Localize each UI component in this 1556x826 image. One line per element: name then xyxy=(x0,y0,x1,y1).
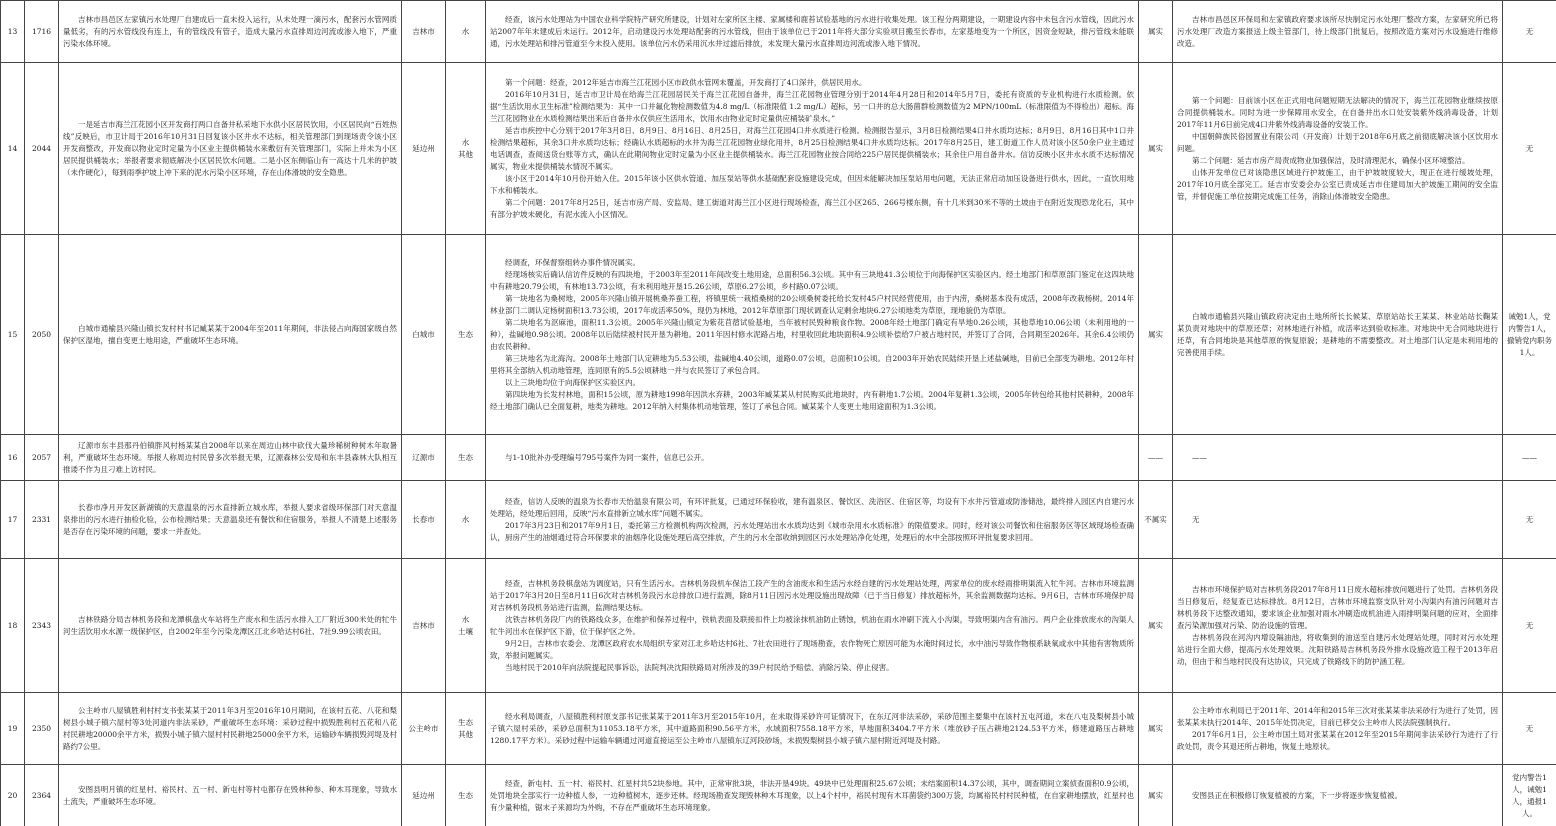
case-id-cell: 2343 xyxy=(25,559,59,693)
case-id-cell: 2057 xyxy=(25,435,59,481)
finding-cell-paragraph: 经调查，环保督察组转办事件情况属实。 xyxy=(505,257,640,267)
row-number-cell: 15 xyxy=(1,235,25,435)
handling-cell-paragraph: 2017年6月1日，公主岭市国土局对张某某在2012年至2015年期间非法采砂行为进行了行政处罚，责令其退还所占耕地，恢复土地原状。 xyxy=(1177,729,1498,751)
finding-cell xyxy=(486,481,1139,559)
verdict-cell: 属实 xyxy=(1139,559,1173,693)
finding-cell-paragraph: 经现场核实后确认信访件反映的有四块地，于2003年至2011年间改变土地用途，总面积56.3公顷。其中有三块地41.3公顷位于向海保护区实验区内。经土地部门和草原部门鉴定在这四块地中有耕地20.79公顷，有林地13.73公顷，有未利用地开垦15.26公顷，草原6.27公顷，乡村路0.07公顷。 xyxy=(490,269,1134,291)
finding-cell-paragraph: 第四块地为长发村林地，面积15公顷，原为耕地1998年因洪水弃耕，2003年臧某某从村民购买此地块时，内有耕地1.7公顷。2004年复耕1.3公顷，2005年转包给其他村民耕种，2008年经土地部门确认已全面复耕，地类为耕地。2012年纳入村集体机动地管理，签订了承包合同。臧某某个人变更土地用途面积为1.3公顷。 xyxy=(490,389,1134,411)
complaint-cell xyxy=(59,693,402,765)
finding-cell-paragraph: 与1-10批补办受理编号795号案件为同一案件，信息已公开。 xyxy=(505,452,709,462)
finding-cell-paragraph: 延吉市疾控中心分别于2017年3月8日、8月9日、8月16日、8月25日，对海兰江花园4口井水质进行检测。检测报告显示，3月8日检测结果4口井水质均达标；8月9日、8月16日其中1口井检测结果超标，其余3口井水质均达标；经确认水质超标的水井为海兰江花园物业绿化用井，8月25日检测结果4口井水质均达标。2017年8月25日，建工街道工作人员对该小区50余户业主通过电话调查，查阅送货台账等方式，确认在此期间物业定时定量为小区业主提供桶装水。海兰江花园物业按合同给225户居民提供桶装水；其余住户用自备井水。信访反映小区井水水质不达标情况属实，物业未提供桶装水情况不属实。 xyxy=(490,125,1134,171)
handling-cell-paragraph: 白城市通榆县兴隆山镇政府决定由土地所所长长候某、草原站站长王某某、林业站站长鞠某某负责对地块中的草原还草；对林地进行补植，成活率达到验收标准。对地块中无合同地块进行还草，有合同地块是其他草原的恢复原貌；是耕地的不需要整改。对土地部门认定是未利用地的完善使用手续。 xyxy=(1177,311,1498,357)
finding-cell-paragraph: 沈铁吉林机务段厂内的铁路线众多，在维护和保养过程中，铁轨表面及联接扣件上均被涂抹机油防止锈蚀，机油在雨水冲刷下流入小沟渠，导致明渠内含有油污。两户企业排放废水的沟渠人牤牛河出水在保护区下游，位于保护区之外。 xyxy=(490,614,1134,636)
handling-cell-paragraph: 无 xyxy=(1192,514,1200,524)
city-cell: 公主岭市 xyxy=(402,693,446,765)
row-number-cell: 13 xyxy=(1,1,25,63)
handling-cell xyxy=(1173,559,1503,693)
handling-cell-paragraph: —— xyxy=(1192,452,1207,462)
handling-cell-paragraph: 第二个问题：延吉市房产局责成物业加强保洁，及时清理泥水，确保小区环境整洁。 xyxy=(1192,155,1470,165)
accountability-cell: 无 xyxy=(1503,63,1556,235)
case-id-cell: 1716 xyxy=(25,1,59,63)
handling-cell-paragraph: 山体开发单位已对该隐患区域进行护坡施工，由于护坡坡度较大，现正在进行缓坡处理，2017年10月底全部完工。延吉市安委会办公室已责成延吉市住建局加大护坡施工期间的安全监管，并督促施工单位按期完成施工任务，消除山体滑坡安全隐患。 xyxy=(1177,167,1498,201)
finding-cell-paragraph: 第二个问题：2017年8月25日，延吉市房产局、安监局、建工街道对海兰江小区进行现场检查，海兰江小区265、266号楼东侧，有十几米到30米不等的土坡由于在附近发现恐龙化石，其中有部分护坡未硬化，有泥水流入小区情况。 xyxy=(490,197,1134,219)
finding-cell-paragraph: 9月2日，吉林市农委会、龙潭区政府农水局组织专家对江北乡哈达村6社、7社农田进行了现场勘查，农作物死亡原因可能为水淹时间过长，水中油污导致作物根系缺氧或水中其他有害物质所致，举报问题属实。 xyxy=(490,638,1134,660)
handling-cell xyxy=(1173,1,1503,63)
handling-cell xyxy=(1173,435,1503,481)
handling-cell-paragraph: 第一个问题：目前该小区在正式用电问题短期无法解决的情况下，海兰江花园物业继续按原合同提供桶装水。同时为进一步保障用水安全，在自备井出水口处安装紫外线消毒设备，计划2017年11月6日前完成4口井紫外线消毒设备的安装工作。 xyxy=(1177,95,1498,129)
table-row xyxy=(1,559,1556,693)
verdict-cell: 属实 xyxy=(1139,1,1173,63)
row-number-cell: 17 xyxy=(1,481,25,559)
complaint-cell xyxy=(59,235,402,435)
handling-cell xyxy=(1173,693,1503,765)
accountability-cell: 无 xyxy=(1503,693,1556,765)
complaint-cell xyxy=(59,435,402,481)
accountability-cell: 无 xyxy=(1503,481,1556,559)
complaint-cell xyxy=(59,1,402,63)
finding-cell-paragraph: 2016年10月31日，延吉市卫计局在给海兰江花园居民关于海兰江花园自备井，海兰江花园物业管理分别于2014年4月28日和2014年5月7日，委托有资质的专业机构进行水质检测。依据“生活饮用水卫生标准”检测结果为：其中一口井氟化物检测数值为4.8 mg/L（标准限值 1.2 mg/L）超标，另一口井的总大肠菌群检测数值为2 MPN/100mL（标准限值为不得检出）超标。海兰江花园物业在水质检测结果出来后自备井水仅供应生活用水，饮用水由物业定时定量供应桶装矿泉水。” xyxy=(490,89,1134,123)
table-row xyxy=(1,1,1556,63)
city-cell: 吉林市 xyxy=(402,559,446,693)
verdict-cell: —— xyxy=(1139,435,1173,481)
pollution-type-cell: 水 xyxy=(446,1,486,63)
accountability-cell: 无 xyxy=(1503,559,1556,693)
pollution-type-cell: 生态 xyxy=(446,765,486,826)
handling-cell xyxy=(1173,765,1503,826)
accountability-cell: —— xyxy=(1503,435,1556,481)
finding-cell xyxy=(486,765,1139,826)
pollution-type-cell: 水 土壤 xyxy=(446,559,486,693)
finding-cell xyxy=(486,693,1139,765)
verdict-cell: 不属实 xyxy=(1139,481,1173,559)
case-id-cell: 2364 xyxy=(25,765,59,826)
verdict-cell: 属实 xyxy=(1139,63,1173,235)
case-id-cell: 2044 xyxy=(25,63,59,235)
complaint-cell-paragraph: 吉林铁路分局吉林机务段和龙潭棋盘火车站将生产废水和生活污水排入工厂附近300米处的牤牛河生活饮用水水源一级保护区，自2002年至今污染龙潭区江北乡哈达村6社、7社9.99公顷农田。 xyxy=(63,614,397,636)
row-number-cell: 16 xyxy=(1,435,25,481)
city-cell: 长春市 xyxy=(402,481,446,559)
handling-cell xyxy=(1173,481,1503,559)
verdict-cell: 属实 xyxy=(1139,693,1173,765)
accountability-cell: 诫勉1人，党内警告1人，撤销党内职务1人。 xyxy=(1503,235,1556,435)
handling-cell xyxy=(1173,235,1503,435)
complaint-cell-paragraph: 吉林市昌邑区左家镇污水处理厂自建成后一直未投入运行，从未处理一滴污水，配套污水管网质量低劣，有的污水管线没有连上，有的管线没有管子，造成大量污水直排周边河流或渗入地下，严重污染水体环境。 xyxy=(63,14,397,48)
complaint-cell xyxy=(59,481,402,559)
finding-cell xyxy=(486,435,1139,481)
city-cell: 延边州 xyxy=(402,765,446,826)
finding-cell-paragraph: 第三块地名为北海沟。2008年土地部门认定耕地为5.53公顷，盐碱地4.40公顷，道路0.07公顷，总面积10公顷。自2003年开始农民陆续开垦上述盐碱地，目前已全部变为耕地。2012年村里将其全部纳入机动地管理，连同原有的5.5公顷耕地一并与农民签订了承包合同。 xyxy=(490,353,1134,375)
finding-cell-paragraph: 经查，该污水处理站为中国农业科学院特产研究所建设，计划对左家所区主楼、家属楼和鹿苔试验基地的污水进行收集处理。该工程分两期建设，一期建设内容中未包含污水管线，因此污水站2007年年末建成后未运行。2012年，启动建设污水处理站配套的污水管线，但由于该单位已于2011年将大部分实验项目搬至长春市，左家基地变为一个所区，因资金短缺，排污管线未能联通，污水处理站和排污管道至今未投入使用。该单位污水仍采用沉水井过滤后排放，未发现大量污水直排周边河流或渗入地下情况。 xyxy=(490,14,1134,48)
row-number-cell: 20 xyxy=(1,765,25,826)
handling-cell-paragraph: 中国朝鲜族民俗园置业有限公司（开发商）计划于2018年6月底之前彻底解决该小区饮用水问题。 xyxy=(1177,131,1498,153)
pollution-type-cell: 生态 xyxy=(446,435,486,481)
complaint-cell-paragraph: 安图县明月镇的红星村、裕民村、五一村、新屯村等村屯都存在毁林种参、种木耳现象，导致水土流失，严重破坏生态环境。 xyxy=(63,784,397,806)
handling-cell-paragraph: 吉林市昌邑区环保局和左家镇政府要求该所尽快制定污水处理厂整改方案，左家研究所已将污水处理厂改造方案报送上级主管部门，待上级部门批复后，按照改造方案对污水设施进行维修改造。 xyxy=(1177,14,1498,48)
complaint-cell-paragraph: 公主岭市八屋镇胜利村村支书张某某于2011年3月至2016年10月期间，在该村五花、八花和梨树县小城子镇六屋村等3处河道内非法采砂，严重破坏生态环境：采砂过程中损毁胜利村五花和八花村民耕地20000余平方米，损毁小城子镇六屋村村民耕地25000余平方米，运输砂车辆损毁河堤及村路约7公里。 xyxy=(63,705,397,751)
finding-cell-paragraph: 当地村民于2010年向法院提起民事诉讼，法院判决沈阳铁路局对所涉及的39户村民给予赔偿、消除污染、停止侵害。 xyxy=(505,662,894,672)
finding-cell-paragraph: 经查，新屯村、五一村、裕民村、红星村共52块参地。其中，正常审批3块，非法开垦49块。49块中已处理面积25.67公顷；未结案面积14.37公顷，其中，调查期间立案侦查面积0.9公顷，处罚地块全部实行一边种植人参，一边种植树木，逐步还林。经现场勘查发现毁林种木耳现象，以上4个村中，裕民村现有木耳菌袋约300万袋，均属裕民村村民种植，在自家耕地摆放，红星村也有少量种植，锯末子来源均为外购，不存在严重破坏生态环境现象。 xyxy=(490,778,1134,812)
finding-cell-paragraph: 经查，信访人反映的温泉为长春市天怡温泉有限公司，有环评批复，已通过环保验收，建有温泉区、餐饮区、洗浴区、住宿区等，均设有下水井污管道或防渗储池，最终排入园区内自建污水处理站，经处理后回用，反映“污水直排新立城水库”问题不属实。 xyxy=(490,496,1134,518)
pollution-type-cell: 水 xyxy=(446,481,486,559)
finding-cell-paragraph: 该小区于2014年10月份开始入住。2015年该小区供水管道、加压泵站等供水基础配套设施建设完成，但因未能解决加压泵站用电问题，无法正常启动加压设备进行供水，因此，一直饮用地下水和桶装水。 xyxy=(490,173,1134,195)
finding-cell-paragraph: 经查，吉林机务段棋盘站为调度站，只有生活污水。吉林机务段机车保洁工段产生的含油废水和生活污水经自建的污水处理站处理，两家单位的废水经雨排明渠流入牤牛河。吉林市环境监测站于2017年3月20日至8月11日6次对吉林机务段污水总排放口进行监测，除8月11日因污水处理设施出现故障（已于当日修复）排放超标外，其余监测数据均达标。9月6日，吉林市环境保护局对吉林机务段机务站进行监测，监测结果达标。 xyxy=(490,578,1134,612)
complaint-cell xyxy=(59,559,402,693)
pollution-type-cell: 生态 xyxy=(446,235,486,435)
pollution-type-cell: 水 其他 xyxy=(446,63,486,235)
row-number-cell: 19 xyxy=(1,693,25,765)
table-row xyxy=(1,481,1556,559)
finding-cell-paragraph: 第一块地名为桑树地，2005年兴隆山镇开展桃桑养蚕工程，将镇里统一栽植桑树的20公顷桑树委托给长发村45户村民经营使用，由于内涝，桑树基本没有成活，2008年改栽杨树。2014年林业部门二调认定杨树面积13.73公顷，2017年成活率50%，现仍为林地，2012年草原部门现状调查认定剩余地块6.27公顷地类为草原，现地貌仍为草原。 xyxy=(490,293,1134,315)
complaint-cell-paragraph: 长春市净月开发区新湖镇的天意温泉的污水直排新立城水库，举报人要求省级环保部门对天意温泉排出的污水进行抽检化验，公布检测结果；天意温泉还有餐饮和住宿服务，举报人不清楚上述服务是否存在污染环境的问题，要求一并查处。 xyxy=(63,502,397,536)
case-id-cell: 2350 xyxy=(25,693,59,765)
pollution-type-cell: 生态 其他 xyxy=(446,693,486,765)
complaint-cell-paragraph: 白城市通榆县兴隆山镇长发村村书记臧某某于2004年至2011年期间，非法侵占向海国家级自然保护区湿地，擅自变更土地用途，严重破坏生态环境。 xyxy=(63,323,397,345)
finding-cell xyxy=(486,559,1139,693)
city-cell: 白城市 xyxy=(402,235,446,435)
handling-cell-paragraph: 安图县正在积极修订恢复植被的方案，下一步将逐步恢复植被。 xyxy=(1192,790,1402,800)
finding-cell-paragraph: 经水利局调查，八屋镇胜利村原支部书记张某某于2011年3月至2015年10月，在未取得采砂许可证情况下，在东辽河非法采砂，采砂范围主要集中在该村五屯河道，未在八屯及梨树县小城子镇六屋村采砂，采砂总面积为11053.18平方米，其中道路面积90.56平方米，水域面积7558.18平方米，旱地面积3404.7平方米（堆放砂子压占耕地2124.53平方米，修建道路压占耕地1280.17平方米）。采砂过程中运输车辆通过河道直接运至公主岭市八屋镇东辽河段砂场，未损毁梨树县小城子镇六屋村附近河堤及村路。 xyxy=(490,711,1134,745)
verdict-cell: 属实 xyxy=(1139,765,1173,826)
finding-cell xyxy=(486,1,1139,63)
case-id-cell: 2050 xyxy=(25,235,59,435)
city-cell: 辽源市 xyxy=(402,435,446,481)
handling-cell-paragraph: 吉林市环境保护局对吉林机务段2017年8月11日废水超标排放问题进行了处罚。吉林机务段当日修复后，经复查已达标排放。8月12日，吉林市环境监察支队针对小沟渠内有油污问题对吉林机务段下达整改通知，要求该企业加强对雨水冲刷造成机油进入雨排明渠问题的应对，全面排查污染源加强对污染、防治设施的管理。 xyxy=(1177,584,1498,630)
handling-cell-paragraph: 吉林机务段在河沟内增设隔油池，将收集到的油送至自建污水处理站处理，同时对污水处理站进行全面大修，提高污水处理效果。沈阳铁路局吉林机务段外排水设施改造工程于2013年启动，但由于和当地村民没有达协议，只完成了铁路线下的防护涵工程。 xyxy=(1177,632,1498,666)
row-number-cell: 14 xyxy=(1,63,25,235)
table-row xyxy=(1,235,1556,435)
handling-cell-paragraph: 公主岭市水利局已于2011年、2014年和2015年三次对张某某非法采砂行为进行了处罚，因张某某未执行2014年、2015年处罚决定，目前已移交公主岭市人民法院强制执行。 xyxy=(1177,705,1498,727)
complaint-cell xyxy=(59,63,402,235)
table-row xyxy=(1,63,1556,235)
finding-cell-paragraph: 第二块地名为沤麻池，面积11.3公顷。2005年兴隆山镇定为紫花苜蓿试验基地，当年被村民毁种粮食作物。2008年经土地部门确定有旱地0.26公顷，其他草地10.06公顷（未利用地的一种），盐碱地0.98公顷。2008年以后陆续被村民开垦为耕地。2011年因村修水泥路占地，村里收回此地块面积4.9公顷补偿给7户被占地村民，并签订了合同，合同期至2026年。其余6.4公顷仍由农民耕种。 xyxy=(490,317,1134,351)
handling-cell xyxy=(1173,63,1503,235)
accountability-cell: 无 xyxy=(1503,1,1556,63)
table-row xyxy=(1,693,1556,765)
finding-cell xyxy=(486,235,1139,435)
city-cell: 延边州 xyxy=(402,63,446,235)
table-row xyxy=(1,765,1556,826)
finding-cell-paragraph: 以上三块地均位于向海保护区实验区内。 xyxy=(505,377,640,387)
finding-cell-paragraph: 2017年3月23日和2017年9月1日，委托第三方检测机构两次检测，污水处理站出水水质均达到《城市杂用水水质标准》的限值要求。同时，经对该公司餐饮和住宿服务区等区域现场检查确认，厨房产生的油烟通过符合环保要求的油烟净化设施处理后高空排放，产生的污水全部收纳到园区污水处理站净化处理，处理后的水中全部按照环评批复要求回用。 xyxy=(490,520,1134,542)
finding-cell-paragraph: 第一个问题：经查，2012年延吉市海兰江花园小区市政供水管网未覆盖，开发商打了4口深井，供居民用水。 xyxy=(505,77,867,87)
verdict-cell: 属实 xyxy=(1139,235,1173,435)
city-cell: 吉林市 xyxy=(402,1,446,63)
complaint-cell xyxy=(59,765,402,826)
complaint-cell-paragraph: 辽源市东丰县那丹伯镇胖风村杨某某自2008年以来在周边山林中砍伐大量珍稀树种树木年取暑利，严重破坏生态环境。举报人称周边村民曾多次举报无果，辽源森林公安局和东丰县森林大队相互推诿不作为且刁难上访村民。 xyxy=(63,440,397,474)
case-id-cell: 2331 xyxy=(25,481,59,559)
table-row xyxy=(1,435,1556,481)
finding-cell xyxy=(486,63,1139,235)
accountability-cell: 党内警告1人，诫勉1人，通报1人。 xyxy=(1503,765,1556,826)
row-number-cell: 18 xyxy=(1,559,25,693)
complaint-cell-paragraph: 一是延吉市海兰江花园小区开发商打两口自备井私采地下水供小区居民饮用，小区居民向“百姓热线”反映后，市卫计局于2016年10月31日回复该小区井水不达标，相关管理部门到现场责令该小区开发商整改，开发商以物业定时定量为小区业主提供桶装水来敷衍有关管理部门，实际上并未为小区居民提供桶装水；举报者要求彻底解决小区居民饮水问题。二是小区东侧临山有一高达十几米的护坡（未作硬化），每到雨季护坡上冲下来的泥水污染小区环境，存在山体滑坡的安全隐患。 xyxy=(63,119,397,177)
